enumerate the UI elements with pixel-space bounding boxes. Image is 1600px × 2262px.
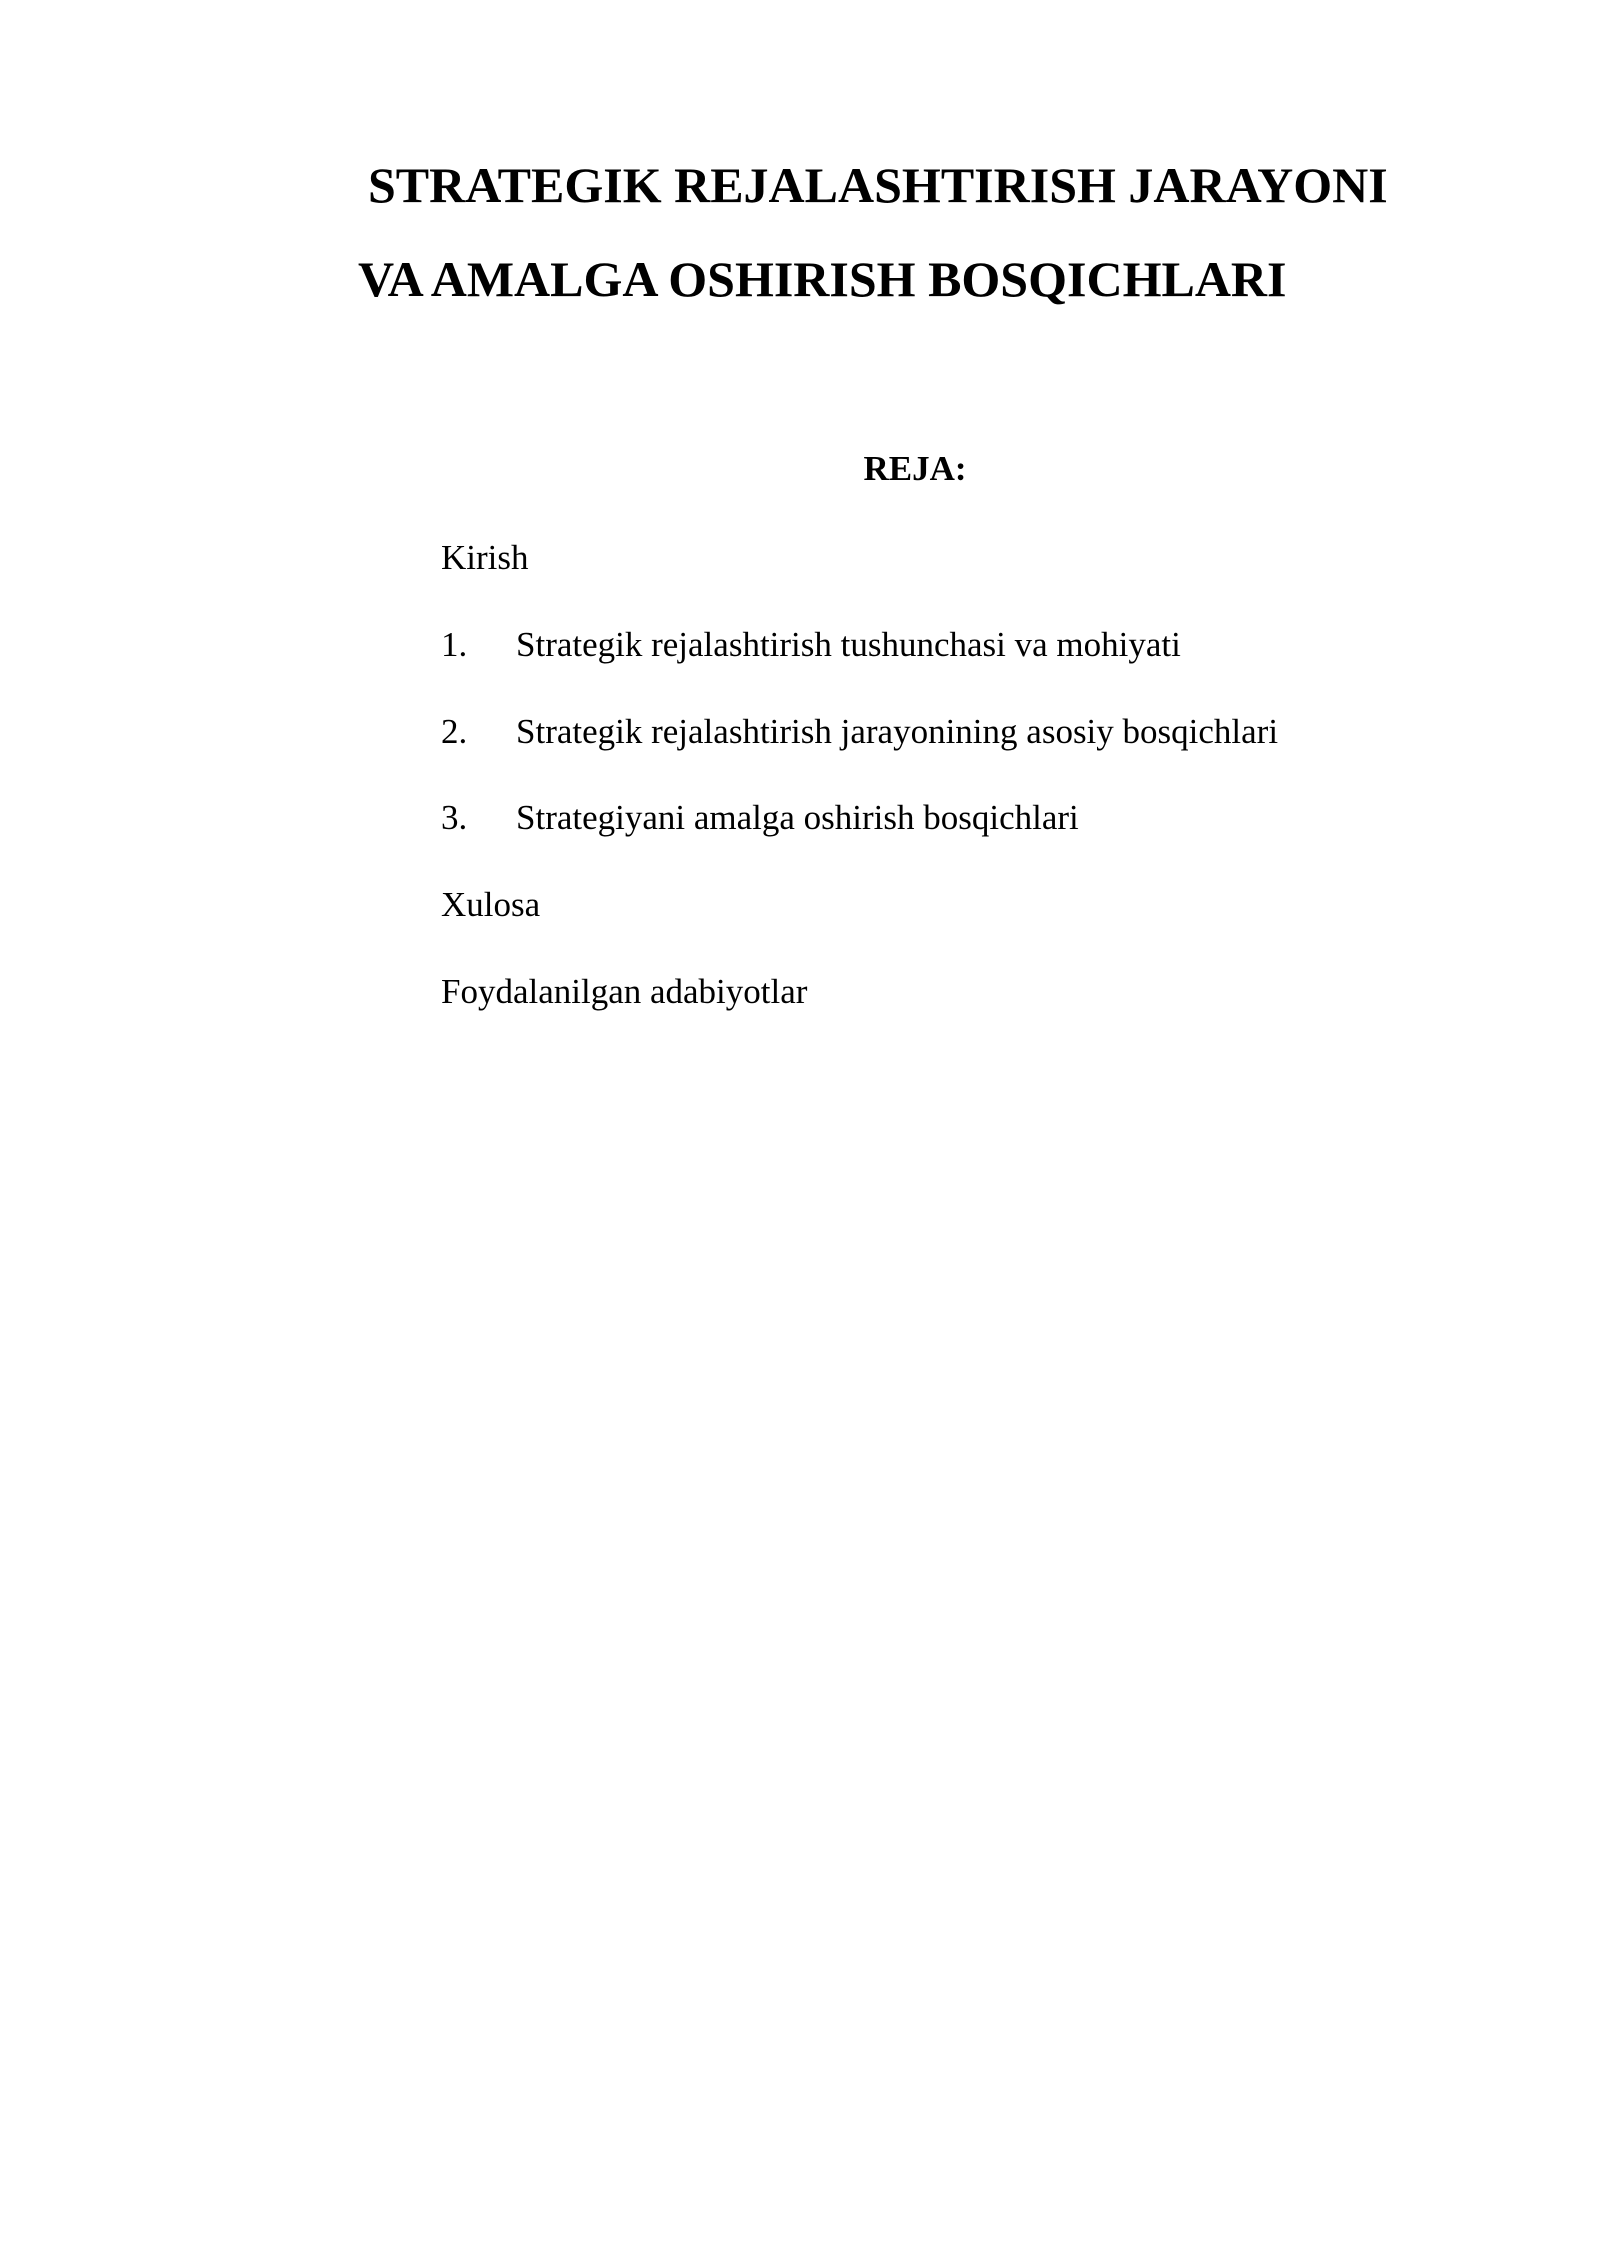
plan-item-1-text: Strategik rejalashtirish tushunchasi va mohiyati [516,625,1181,664]
plan-item-references: Foydalanilgan adabiyotlar [441,972,808,1011]
plan-item-2-text: Strategik rejalashtirish jarayonining asosiy bosqichlari [516,712,1279,751]
plan-item-3-number: 3. [441,798,468,837]
document-title-line-1: STRATEGIK REJALASHTIRISH JARAYONI [368,157,1388,213]
plan-heading: REJA: [863,449,967,488]
plan-item-intro: Kirish [441,538,529,577]
plan-item-3-text: Strategiyani amalga oshirish bosqichlari [516,798,1079,837]
document-title-line-2: VA AMALGA OSHIRISH BOSQICHLARI [358,251,1287,307]
plan-item-conclusion: Xulosa [441,885,541,924]
plan-item-1-number: 1. [441,625,468,664]
plan-item-2-number: 2. [441,712,468,751]
